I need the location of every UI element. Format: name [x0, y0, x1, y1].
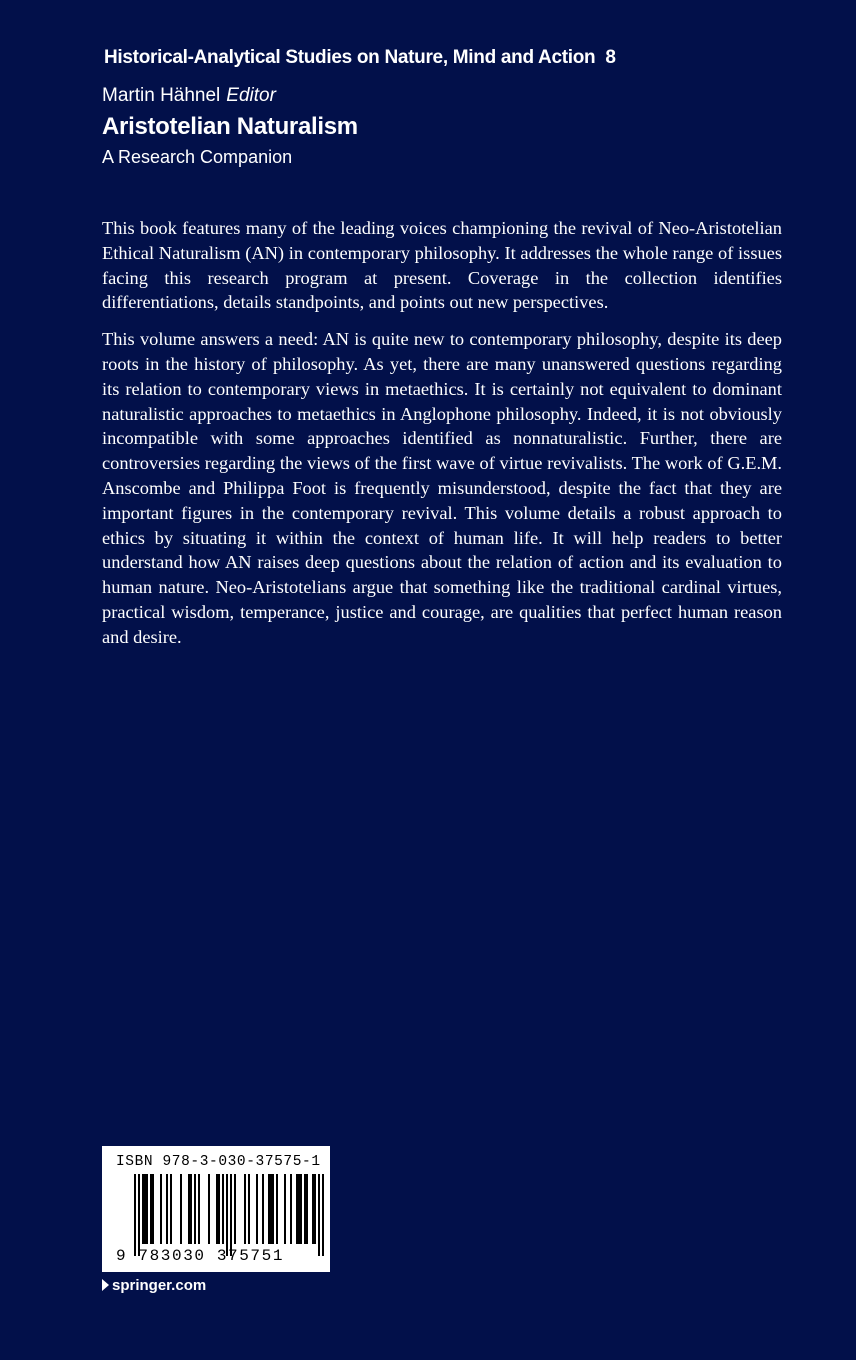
- barcode-bar: [160, 1174, 162, 1244]
- barcode-bar: [256, 1174, 258, 1244]
- barcode-bar: [296, 1174, 298, 1244]
- barcode-bar: [142, 1174, 144, 1244]
- barcode-bar: [290, 1174, 292, 1244]
- barcode-bar: [304, 1174, 306, 1244]
- barcode-bar: [268, 1174, 270, 1244]
- barcode-bar: [312, 1174, 314, 1244]
- barcode-bar: [180, 1174, 182, 1244]
- series-number: 8: [605, 47, 616, 68]
- barcode-bar: [190, 1174, 192, 1244]
- barcode-bar: [134, 1174, 136, 1256]
- barcode-bar: [314, 1174, 316, 1244]
- barcode-bar: [322, 1174, 324, 1256]
- barcode-bar: [150, 1174, 152, 1244]
- barcode-bar: [226, 1174, 228, 1256]
- barcode-bar: [222, 1174, 224, 1244]
- barcode-bar: [318, 1174, 320, 1256]
- barcode-bar: [218, 1174, 220, 1244]
- editor-name: Martin Hähnel: [102, 85, 221, 106]
- barcode-bar: [146, 1174, 148, 1244]
- publisher-url: springer.com: [112, 1277, 207, 1294]
- barcode-bar: [170, 1174, 172, 1244]
- book-title: Aristotelian Naturalism: [102, 113, 358, 140]
- blurb-text: [102, 216, 782, 662]
- barcode-bar: [262, 1174, 264, 1244]
- blurb-paragraph: This volume answers a need: AN is quite new to contemporary philosophy, despite its deep roots in the history of philosophy. As yet, there are many unanswered questions regarding its relation to contemporary views in metaethics. It is certainly not equivalent to dominant naturalistic approaches to metaethics in Anglophone philosophy. Indeed, it is not obviously incompatible with some approaches identified as nonnaturalistic. Further, there are controversies regarding the views of the first wave of virtue revivalists. The work of G.E.M. Anscombe and Philippa Foot is frequently misunderstood, despite the fact that they are important figures in the contemporary revival. This volume details a robust approach to ethics by situating it within the context of human life. It will help readers to better understand how AN raises deep questions about the relation of action and its evaluation to human nature. Neo-Aristotelians argue that something like the traditional cardinal virtues, practical wisdom, temperance, justice and courage, are qualities that perfect human reason and desire.: [102, 329, 782, 647]
- barcode-bar: [144, 1174, 146, 1244]
- isbn-label: ISBN 978-3-030-37575-1: [116, 1154, 321, 1170]
- barcode-bar: [248, 1174, 250, 1244]
- barcode-bar: [234, 1174, 236, 1244]
- blurb-paragraph: This book features many of the leading voices championing the revival of Neo-Aristotelian Ethical Naturalism (AN) in contemporary philosophy. It addresses the whole range of issues facing this research program at present. Coverage in the collection identifies differentiations, details standpoints, and points out new perspectives.: [102, 218, 782, 313]
- barcode-bar: [194, 1174, 196, 1244]
- barcode-bar: [208, 1174, 210, 1244]
- barcode-bar: [298, 1174, 300, 1244]
- series-line: [104, 47, 616, 69]
- arrow-right-icon: [102, 1279, 109, 1291]
- barcode-bar: [284, 1174, 286, 1244]
- barcode-bar: [270, 1174, 272, 1244]
- barcode-bar: [230, 1174, 232, 1256]
- barcode-bar: [188, 1174, 190, 1244]
- barcode-bar: [216, 1174, 218, 1244]
- barcode-bar: [138, 1174, 140, 1256]
- barcode-panel: [102, 1146, 330, 1272]
- series-title: Historical-Analytical Studies on Nature, Mind and Action: [104, 47, 596, 68]
- publisher-link[interactable]: [102, 1277, 206, 1294]
- barcode-bar: [244, 1174, 246, 1244]
- barcode-bar: [306, 1174, 308, 1244]
- barcode-bar: [300, 1174, 302, 1244]
- barcode-bar: [166, 1174, 168, 1244]
- barcode-digits: 9 783030 375751: [116, 1247, 285, 1265]
- barcode-bar: [152, 1174, 154, 1244]
- book-subtitle: A Research Companion: [102, 147, 293, 167]
- barcode-bar: [276, 1174, 278, 1244]
- barcode-bar: [272, 1174, 274, 1244]
- barcode-bar: [198, 1174, 200, 1244]
- editor-line: [102, 85, 276, 107]
- editor-role: Editor: [226, 85, 276, 106]
